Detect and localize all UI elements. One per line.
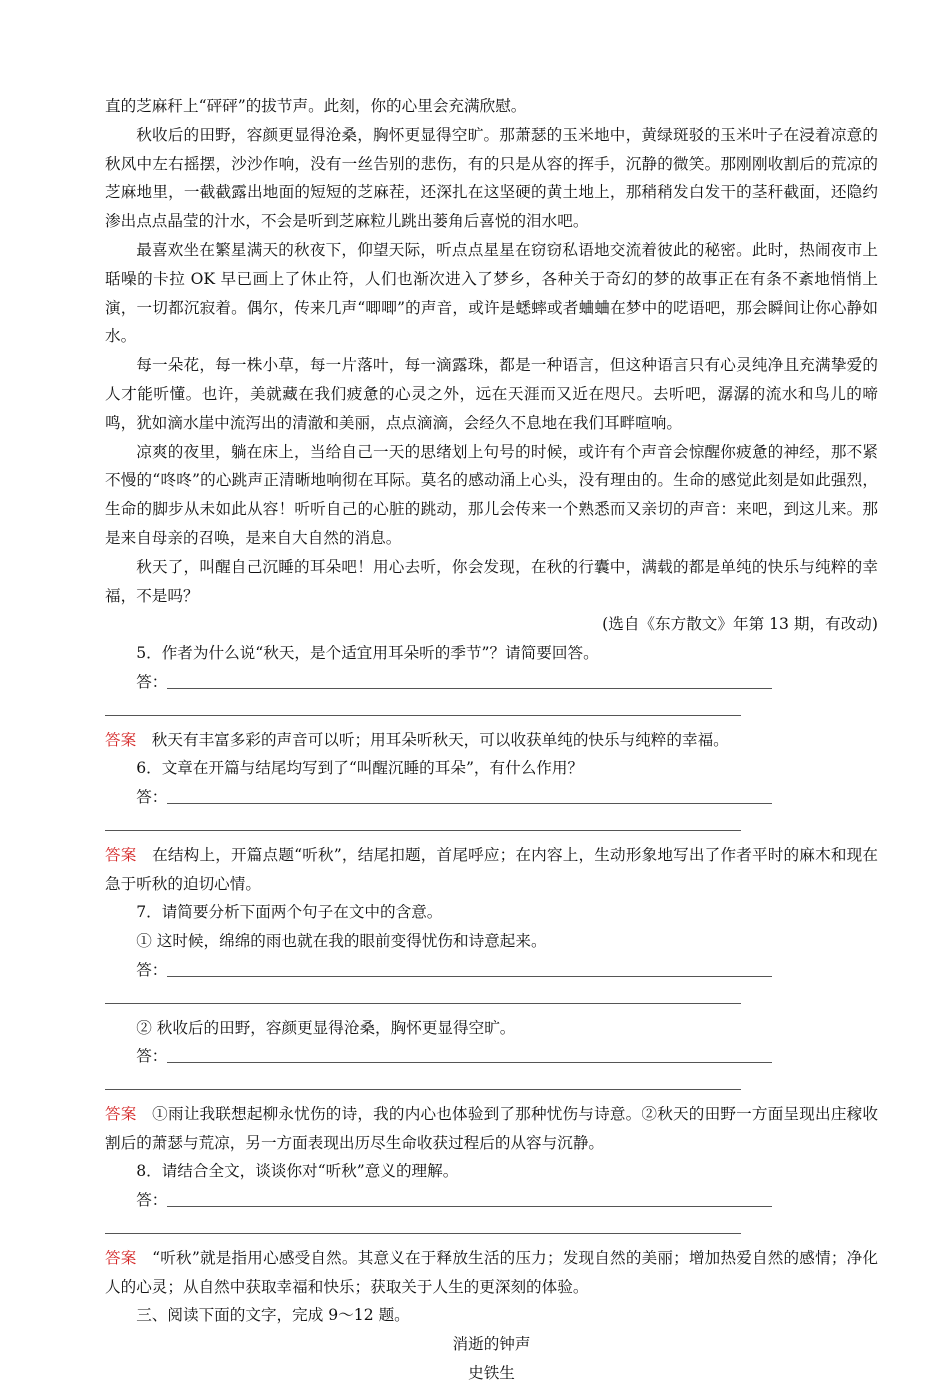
answer-8 [105,1244,878,1302]
answer-line [167,1206,772,1207]
answer-tag: 答案 [105,730,137,749]
answer-row-5 [105,668,878,697]
answer-5 [105,726,878,755]
answer-line [167,1062,772,1063]
answer-prompt: 答： [136,1047,168,1066]
answer-5-text: 秋天有丰富多彩的声音可以听；用耳朵听秋天，可以收获单纯的快乐与纯粹的幸福。 [151,730,729,749]
answer-8-text: “听秋”就是指用心感受自然。其意义在于释放生活的压力；发现自然的美丽；增加热爱自然的感情；净化人的心灵；从自然中获取幸福和快乐；获取关于人生的更深刻的体验。 [105,1248,878,1296]
paragraph-5: 凉爽的夜里，躺在床上，当给自己一天的思绪划上句号的时候，或许有个声音会惊醒你疲惫的神经，那不紧不慢的“咚咚”的心跳声正清晰地响彻在耳际。莫名的感动涌上心头，没有理由的。生命的感觉此刻是如此强烈，生命的脚步从未如此从容！听听自己的心脏的跳动，那儿会传来一个熟悉而又亲切的声音：来吧，到这儿来。那是来自母亲的召唤，是来自大自然的消息。 [105,442,878,547]
section-3-heading: 三、阅读下面的文字，完成 9～12 题。 [136,1306,410,1325]
answer-prompt: 答： [136,960,168,979]
answer-blank-line [105,697,878,726]
answer-row-7a [105,956,878,985]
answer-tag: 答案 [105,845,137,864]
question-5: 5．作者为什么说“秋天，是个适宜用耳朵听的季节”？请简要回答。 [136,644,599,663]
question-7-sentence-2: ② 秋收后的田野，容颜更显得沧桑，胸怀更显得空旷。 [136,1018,516,1037]
answer-blank-line [105,812,878,841]
paragraph-6: 秋天了，叫醒自己沉睡的耳朵吧！用心去听，你会发现，在秋的行囊中，满载的都是单纯的快乐与纯粹的幸福，不是吗？ [105,557,878,605]
question-8: 8．请结合全文，谈谈你对“听秋”意义的理解。 [136,1162,459,1181]
next-article-title: 消逝的钟声 [452,1335,531,1354]
answer-7-text: ①雨让我联想起柳永忧伤的诗，我的内心也体验到了那种忧伤与诗意。②秋天的田野一方面呈现出庄稼收割后的萧瑟与荒凉，另一方面表现出历尽生命收获过程后的从容与沉静。 [105,1104,878,1152]
paragraph-4: 每一朵花，每一株小草，每一片落叶，每一滴露珠，都是一种语言，但这种语言只有心灵纯净且充满挚爱的人才能听懂。也许，美就藏在我们疲惫的心灵之外，远在天涯而又近在咫尺。去听吧，潺潺的流水和鸟儿的啼鸣，犹如滴水崖中流泻出的清澈和美丽，点点滴滴，会经久不息地在我们耳畔喧响。 [105,356,878,432]
answer-7 [105,1100,878,1158]
answer-line [167,976,772,977]
answer-6 [105,841,878,899]
answer-blank-line [105,985,878,1014]
next-article-author: 史铁生 [468,1364,515,1383]
answer-prompt: 答： [136,1191,168,1210]
question-7: 7．请简要分析下面两个句子在文中的含意。 [136,903,443,922]
answer-blank-line [105,1071,878,1100]
answer-row-7b [105,1042,878,1071]
answer-blank-line [105,1215,878,1244]
paragraph-2: 秋收后的田野，容颜更显得沧桑，胸怀更显得空旷。那萧瑟的玉米地中，黄绿斑驳的玉米叶子在浸着凉意的秋风中左右摇摆，沙沙作响，没有一丝告别的悲伤，有的只是从容的挥手，沉静的微笑。那刚刚收割后的荒凉的芝麻地里，一截截露出地面的短短的芝麻茬，还深扎在这坚硬的黄土地上，那稍稍发白发干的茎秆截面，还隐约渗出点点晶莹的汁水，不会是听到芝麻粒儿跳出蒌角后喜悦的泪水吧。 [105,125,878,231]
paragraph-3: 最喜欢坐在繁星满天的秋夜下，仰望天际，听点点星星在窃窃私语地交流着彼此的秘密。此时，热闹夜市上聒噪的卡拉 OK 早已画上了休止符，人们也渐次进入了梦乡，各种关于奇幻的梦的故事正在有条不紊地悄悄上演，一切都沉寂着。偶尔，传来几声“唧唧”的声音，或许是蟋蟀或者蛐蛐在梦中的呓语吧，那会瞬间让你心静如水。 [105,240,878,346]
question-7-sentence-1: ① 这时候，绵绵的雨也就在我的眼前变得忧伤和诗意起来。 [136,932,547,951]
source-citation: (选自《东方散文》年第 13 期，有改动) [602,615,878,634]
document-page [105,92,878,1388]
answer-prompt: 答： [136,672,168,691]
answer-line [167,803,772,804]
paragraph-1: 直的芝麻秆上“砰砰”的拔节声。此刻，你的心里会充满欣慰。 [105,97,527,115]
answer-tag: 答案 [105,1104,137,1123]
answer-tag: 答案 [105,1248,137,1267]
question-6: 6．文章在开篇与结尾均写到了“叫醒沉睡的耳朵”，有什么作用？ [136,759,584,778]
answer-line [167,688,772,689]
answer-row-8 [105,1186,878,1215]
answer-prompt: 答： [136,788,168,807]
answer-row-6 [105,783,878,812]
answer-6-text: 在结构上，开篇点题“听秋”，结尾扣题，首尾呼应；在内容上，生动形象地写出了作者平时的麻木和现在急于听秋的迫切心情。 [105,845,878,893]
